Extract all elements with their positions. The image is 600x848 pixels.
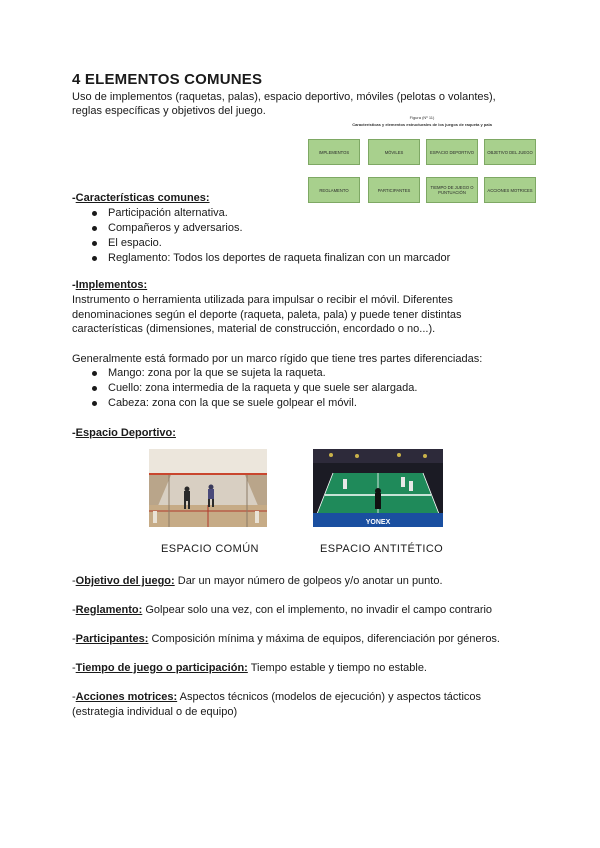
def-acciones: -Acciones motrices: Aspectos técnicos (modelos de ejecución) y aspectos tácticos (estrategia individual o de equipo)	[72, 691, 482, 718]
diagram-box-reglamento: REGLAMENTO	[308, 177, 360, 203]
implementos-title: -Implementos:	[72, 279, 148, 291]
diagram-box-tiempo: TIEMPO DE JUEGO O PUNTUACIÓN	[426, 177, 478, 203]
def-participantes: -Participantes: Composición mínima y máxima de equipos, diferenciación por géneros.	[72, 633, 500, 645]
diagram-box-espacio: ESPACIO DEPORTIVO	[426, 139, 478, 165]
list-item: Mango: zona por la que se sujeta la raqueta.	[90, 366, 417, 381]
def-reglamento: -Reglamento: Golpear solo una vez, con el implemento, no invadir el campo contrario	[72, 604, 493, 616]
implementos-paragraph-2: Generalmente está formado por un marco rígido que tiene tres partes diferenciadas:	[72, 353, 483, 365]
implementos-list	[90, 366, 417, 411]
label-espacio-antitetico: ESPACIO ANTITÉTICO	[320, 543, 444, 555]
sponsor-board-text: YONEX	[365, 519, 391, 526]
def-objetivo: -Objetivo del juego: Dar un mayor número de golpeos y/o anotar un punto.	[72, 575, 443, 587]
list-item: Compañeros y adversarios.	[90, 221, 450, 236]
intro-paragraph: Uso de implementos (raquetas, palas), espacio deportivo, móviles (pelotas o volantes), reglas específicas y objetivos del juego.	[72, 91, 496, 117]
caracteristicas-list	[90, 206, 450, 266]
list-item: Cabeza: zona con la que se suele golpear el móvil.	[90, 396, 417, 411]
diagram-title: Características y elementos estructurales de los juegos de raqueta y pala	[352, 122, 492, 127]
diagram-box-acciones: ACCIONES MOTRICES	[484, 177, 536, 203]
def-tiempo: -Tiempo de juego o participación: Tiempo estable y tiempo no estable.	[72, 662, 427, 674]
list-item: Reglamento: Todos los deportes de raqueta finalizan con un marcador	[90, 251, 450, 266]
diagram-figure-number: Figura (Nº 11)	[409, 115, 435, 120]
list-item: Participación alternativa.	[90, 206, 450, 221]
list-item: Cuello: zona intermedia de la raqueta y que suele ser alargada.	[90, 381, 417, 396]
diagram-box-implementos: IMPLEMENTOS	[308, 139, 360, 165]
espacio-title: -Espacio Deportivo:	[72, 427, 176, 439]
list-item: El espacio.	[90, 236, 450, 251]
elements-diagram	[306, 113, 538, 207]
implementos-paragraph: Instrumento o herramienta utilizada para impulsar o recibir el móvil. Diferentes denominaciones según el deporte (raqueta, paleta, pala) y puede tener distintas características (dimensiones, material de construcción, encordado o no...).	[72, 294, 462, 335]
badminton-court-photo	[313, 449, 443, 527]
diagram-box-participantes: PARTICIPANTES	[368, 177, 420, 203]
label-espacio-comun: ESPACIO COMÚN	[161, 543, 259, 555]
section-heading: 4 ELEMENTOS COMUNES	[72, 71, 263, 88]
squash-court-photo	[149, 449, 267, 527]
diagram-box-moviles: MÓVILES	[368, 139, 420, 165]
caracteristicas-title: -Características comunes:	[72, 192, 210, 204]
diagram-box-objetivo: OBJETIVO DEL JUEGO	[484, 139, 536, 165]
